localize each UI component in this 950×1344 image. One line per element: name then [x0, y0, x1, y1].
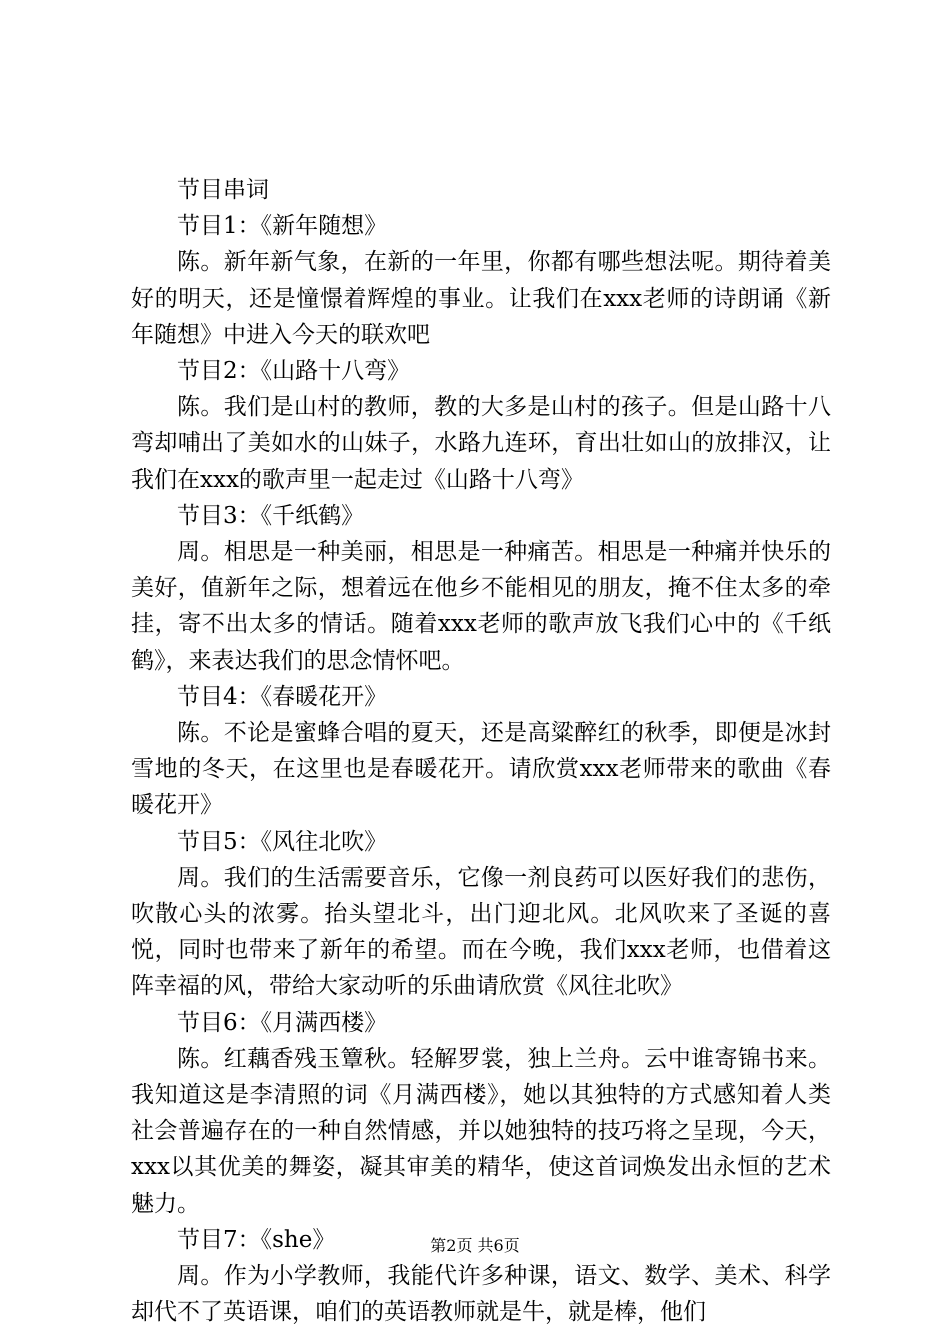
section-paragraph: 周。我们的生活需要音乐，它像一剂良药可以医好我们的悲伤，吹散心头的浓雾。抬头望北斗，出门迎北风。北风吹来了圣诞的喜悦，同时也带来了新年的希望。而在今晚，我们xxx老师，也借着这阵幸福的风，带给大家动听的乐曲请欣赏《风往北吹》	[131, 864, 831, 1000]
section-heading: 节目3：《千纸鹤》	[177, 502, 365, 529]
document-title: 节目串词	[177, 177, 269, 203]
section-paragraph: 陈。不论是蜜蜂合唱的夏天，还是高粱醉红的秋季，即便是冰封雪地的冬天，在这里也是春暖花开。请欣赏xxx老师带来的歌曲《春暖花开》	[131, 719, 831, 819]
section-heading: 节目6：《月满西楼》	[177, 1009, 388, 1036]
section-paragraph: 陈。新年新气象，在新的一年里，你都有哪些想法呢。期待着美好的明天，还是憧憬着辉煌的事业。让我们在xxx老师的诗朗诵《新年随想》中进入今天的联欢吧	[131, 249, 831, 348]
section-paragraph: 周。作为小学教师，我能代许多种课，语文、数学、美术、科学却代不了英语课，咱们的英语教师就是牛，就是棒，他们	[131, 1262, 831, 1326]
section-heading: 节目7：《she》	[177, 1226, 336, 1253]
section-heading: 节目4：《春暖花开》	[177, 683, 388, 710]
section-paragraph: 周。相思是一种美丽，相思是一种痛苦。相思是一种痛并快乐的美好，值新年之际，想着远在他乡不能相见的朋友，掩不住太多的牵挂，寄不出太多的情话。随着xxx老师的歌声放飞我们心中的《千纸鹤》，来表达我们的思念情怀吧。	[131, 538, 831, 674]
section-heading: 节目2：《山路十八弯》	[177, 357, 411, 384]
section-heading: 节目5：《风往北吹》	[177, 828, 388, 855]
document-body	[131, 172, 831, 1330]
section-paragraph: 陈。红藕香残玉簟秋。轻解罗裳，独上兰舟。云中谁寄锦书来。我知道这是李清照的词《月满西楼》，她以其独特的方式感知着人类社会普遍存在的一种自然情感，并以她独特的技巧将之呈现，今天，xxx以其优美的舞姿，凝其审美的精华，使这首词焕发出永恒的艺术魅力。	[131, 1045, 831, 1217]
section-heading: 节目1：《新年随想》	[177, 213, 388, 240]
page-number-footer: 第2页 共6页	[430, 1236, 520, 1255]
section-paragraph: 陈。我们是山村的教师，教的大多是山村的孩子。但是山路十八弯却哺出了美如水的山妹子，水路九连环，育出壮如山的放排汉，让我们在xxx的歌声里一起走过《山路十八弯》	[131, 394, 831, 493]
